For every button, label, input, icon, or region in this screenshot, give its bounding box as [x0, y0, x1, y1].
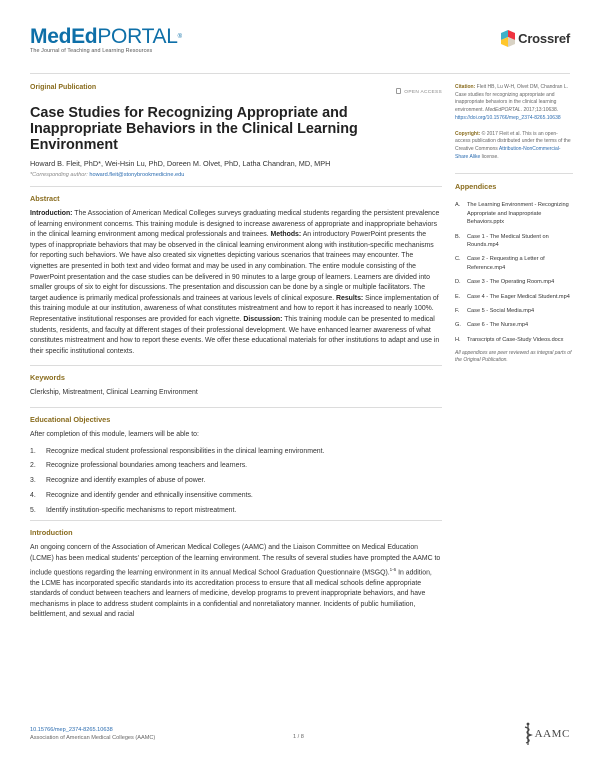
corresponding-author	[30, 172, 442, 178]
abstract-results-label: Results:	[336, 294, 364, 302]
footer-org: Association of American Medical Colleges (AAMC)	[30, 735, 156, 742]
section-divider	[30, 186, 442, 187]
caduceus-icon	[523, 722, 533, 746]
list-item: 3. Recognize and identify examples of abuse of power.	[30, 477, 206, 485]
crossref-label: Crossref	[518, 31, 570, 46]
list-item: 4. Recognize and identify gender and ethnically insensitive comments.	[30, 491, 253, 499]
license-link[interactable]: Attribution-NonCommercial-Share Alike	[455, 145, 561, 160]
introduction-heading: Introduction	[30, 528, 73, 538]
logo-normal-text: PORTAL	[97, 25, 178, 48]
citation-label: Citation:	[455, 84, 476, 90]
footer-doi-link[interactable]: 10.15766/mep_2374-8265.10638	[30, 727, 113, 733]
appendix-item[interactable]: C. Case 2 - Requesting a Letter of Reference.mp4	[455, 256, 545, 271]
appendices-list	[455, 201, 573, 344]
main-column	[30, 84, 442, 621]
lock-icon	[396, 88, 401, 94]
header-divider	[30, 73, 570, 74]
logo-bold-text: MedEd	[30, 25, 98, 48]
corresponding-email-link[interactable]: howard.fleit@stonybrookmedicine.edu	[89, 172, 185, 178]
appendix-item[interactable]: H. Transcripts of Case-Study Videos.docx	[455, 336, 564, 343]
mededportal-logo[interactable]	[30, 26, 182, 54]
appendix-item[interactable]: B. Case 1 - The Medical Student on Rounds.mp4	[455, 233, 549, 248]
logo-tagline: The Journal of Teaching and Learning Resources	[30, 48, 153, 54]
aamc-logo-text: AAMC	[534, 728, 570, 740]
page-header	[30, 26, 570, 62]
aamc-logo	[523, 722, 570, 746]
objectives-heading: Educational Objectives	[30, 414, 111, 424]
abstract-methods-text: An introductory PowerPoint presents the types of inappropriate behaviors that may be observed in the clinical learning environment along with institution-specific mechanisms for reporting such behaviors. We have also created six vignettes depicting various scenarios that trainees may encounter. The vignettes are presented in both text and video format and may be used in any combination. The entire module consisting of the PowerPoint presentation and the case studies can be delivered in 90 minutes to a large group of learners. Learners are divided into smaller groups of six to eight for discussions. The presentation and discussion can be done by a single or multiple facilitators. The target audience is primarily medical professionals and trainees at various levels of clinical exposure.	[30, 231, 434, 302]
page-footer	[30, 726, 155, 742]
list-item: 1. Recognize medical student professional responsibilities in the clinical learning environment.	[30, 447, 325, 455]
abstract-heading: Abstract	[30, 194, 60, 203]
abstract-discussion-text: This training module can be presented to medical students, residents, and faculty at different stages of their professional development. We have enhanced learner awareness of what constitutes mistreatment and how to report these events. We offer these educational materials for other institutions to adapt and use in their specific institutional contexts.	[30, 315, 440, 355]
appendix-item[interactable]: A. The Learning Environment - Recognizing Appropriate and Inappropriate Behaviors.pptx	[455, 202, 569, 226]
copyright-label: Copyright:	[455, 130, 481, 137]
sidebar	[455, 84, 573, 364]
citation-block: Citation: Fleit HB, Lu W-H, Olvet DM, Chandran L. Case studies for recognizing appropriate and inappropriate behaviors in the clinical learning environment. MedEdPORTAL. 2017;13:10638. https://doi.org/10.15766/mep_2374-8265.10638	[455, 84, 568, 121]
abstract-intro-text: The Association of American Medical Colleges surveys graduating medical students regarding the persistent prevalence of learning environment concerns. This training module is designed to increase awareness of appropriate and inappropriate behaviors in the clinical learning environment among medical professionals and trainees.	[30, 210, 440, 239]
abstract-methods-label: Methods:	[270, 231, 302, 239]
abstract-intro-label: Introduction:	[30, 210, 73, 217]
list-item: 5. Identify institution-specific mechanisms to report mistreatment.	[30, 506, 237, 514]
article-title: Case Studies for Recognizing Appropriate and Inappropriate Behaviors in the Clinical Learning Environment	[30, 105, 358, 153]
abstract-text	[30, 209, 442, 357]
appendix-item[interactable]: F. Case 5 - Social Media.mp4	[455, 307, 535, 314]
logo-trademark: ®	[177, 34, 182, 40]
appendix-item[interactable]: E. Case 4 - The Eager Medical Student.mp4	[455, 293, 570, 300]
open-access-badge	[396, 88, 442, 95]
appendix-item[interactable]: G. Case 6 - The Nurse.mp4	[455, 322, 529, 329]
sidebar-divider	[455, 173, 573, 174]
list-item: 2. Recognize professional boundaries among teachers and learners.	[30, 462, 248, 470]
introduction-text: An ongoing concern of the Association of American Medical Colleges (AAMC) and the Liaison Committee on Medical Education (LCME) has been medical students' perception of the learning environment. The results of several studies have prompted the AAMC to include questions regarding the learning environment in its annual Medical School Graduation Questionnaire (MSGQ).$^{1-6}$ In addition, the LCME has incorporated specific standards into its accreditation process to ensure that all medical schools define appropriate standards of conduct between teachers and learners of medicine, develop programs to prevent inappropriate behaviors, and have mechanisms in place to address student complaints in a confidential and nonretaliatory manner. Incidents of public humiliation, belittlement, and sexual and racial	[30, 544, 441, 619]
open-access-label: OPEN ACCESS	[404, 90, 442, 95]
author-list: Howard B. Fleit, PhD*, Wei-Hsin Lu, PhD, Doreen M. Olvet, PhD, Latha Chandran, MD, MPH	[30, 159, 331, 168]
crossref-icon	[501, 30, 515, 47]
page-number: 1 / 8	[293, 734, 304, 740]
abstract-results-text: Since implementation of this training module at our institution, awareness of what constitutes mistreatment and how to report it has increased to nearly 100%. Representative institutional responses are provided for each vignette.	[30, 294, 439, 323]
appendix-item[interactable]: D. Case 3 - The Operating Room.mp4	[455, 279, 555, 286]
abstract-discussion-label: Discussion:	[243, 315, 283, 323]
crossref-badge[interactable]	[501, 30, 570, 47]
objectives-lead: After completion of this module, learners will be able to:	[30, 430, 199, 438]
citation-journal: MedEdPORTAL	[485, 107, 521, 114]
section-divider	[30, 407, 442, 408]
keywords-heading: Keywords	[30, 373, 65, 383]
corresponding-prefix: *Corresponding author:	[30, 172, 90, 178]
section-divider	[30, 520, 442, 521]
citation-superscript[interactable]: 1-6	[389, 566, 397, 572]
section-divider	[30, 365, 442, 366]
section-label: Original Publication	[30, 84, 97, 91]
appendices-heading: Appendices	[455, 182, 497, 192]
copyright-block: Copyright: © 2017 Fleit et al. This is an open-access publication distributed under the terms of the Creative Commons Attribution-NonCommercial-Share Alike license.	[455, 130, 571, 160]
objectives-list	[30, 447, 442, 517]
citation-doi-link[interactable]: https://doi.org/10.15766/mep_2374-8265.10638	[455, 114, 561, 121]
appendices-note: All appendices are peer reviewed as integral parts of the Original Publication.	[455, 350, 572, 364]
keywords-text: Clerkship, Mistreatment, Clinical Learning Environment	[30, 389, 198, 397]
